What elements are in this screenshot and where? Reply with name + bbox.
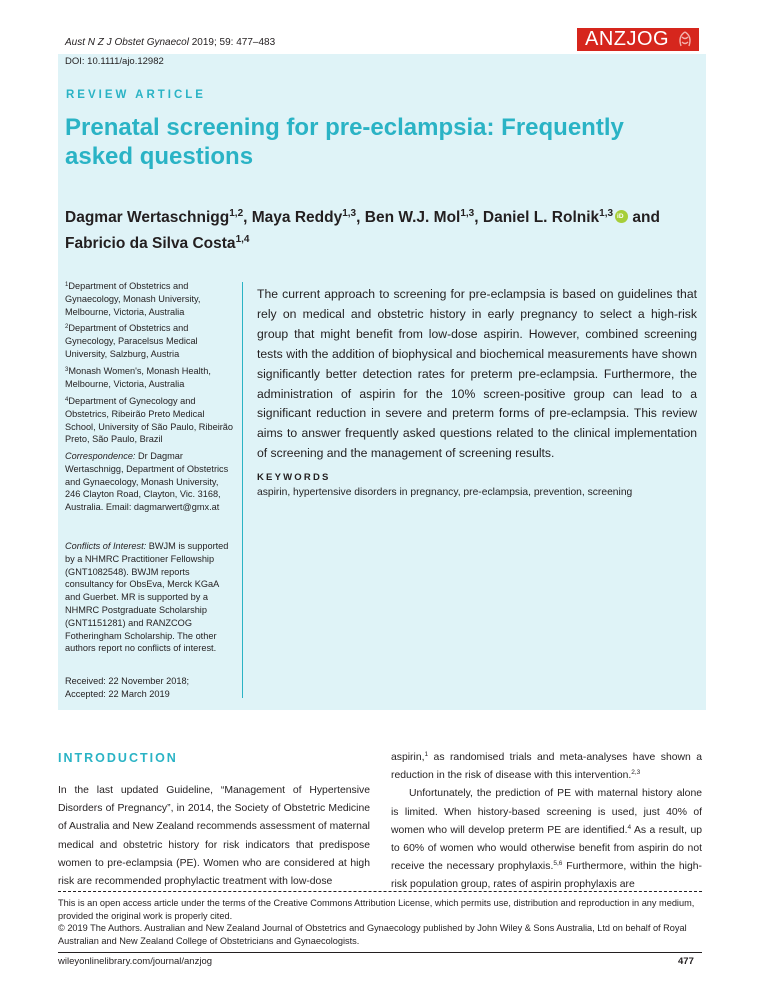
citation-link[interactable]: 5,6: [553, 860, 563, 868]
paragraph: Unfortunately, the prediction of PE with maternal history alone is limited. When history-based screening is used, just 40% of women who will develop preterm PE are identified.$^4$ As a result, up to 60% of women who would otherwise benefit from aspirin do not receive the necessary prophylaxis.$^{5,6}$ Furthermore, within the high-risk population group, rates of aspirin prophylaxis are: [391, 788, 702, 891]
body-column-1: In the last updated Guideline, “Management of Hypertensive Disorders of Pregnancy”, in 2014, the Society of Obstetric Medicine of Australia and New Zealand recommends assessment of maternal medical and obstetric history for risk indicators that predispose women to pre-eclampsia (PE). Women who are considered at high risk are recommended prophylactic treatment with low-dose: [58, 785, 370, 888]
article-type: REVIEW ARTICLE: [66, 89, 206, 101]
author-list: Dagmar Wertaschnigg$^{1,2}$, Maya Reddy$^{1,3}$, Ben W.J. Mol$^{1,3}$, Daniel L. Rolnik$^{1,3}$iD and Fabricio da Silva Costa$^{1,4}$: [65, 203, 695, 255]
affiliation: $^4$Department of Gynecology and Obstetrics, Ribeirão Preto Medical School, University of São Paulo, Ribeirão Preto, São Paulo, Brazil: [65, 396, 234, 445]
affiliation: $^2$Department of Obstetrics and Gynecology, Paracelsus Medical University, Salzburg, Austria: [65, 323, 198, 359]
anzjog-logo: [577, 28, 699, 51]
logo-emblem-icon: [675, 31, 695, 48]
correspondence: Correspondence: Dr Dagmar Wertaschnigg, Department of Obstetrics and Gynaecology, Monash University, 246 Clayton Road, Clayton, Vic. 3168, Australia. Email: dagmarwert@gmx.at: [65, 451, 229, 513]
divider: [242, 282, 243, 698]
author[interactable]: Ben W.J. Mol$^{1,3}$: [364, 208, 475, 226]
body-column-2: [391, 749, 702, 895]
doi[interactable]: DOI: 10.1111/ajo.12982: [65, 56, 164, 67]
author[interactable]: Fabricio da Silva Costa$^{1,4}$: [65, 234, 250, 252]
journal-name: Aust N Z J Obstet Gynaecol: [65, 37, 189, 48]
orcid-icon[interactable]: [615, 210, 628, 223]
divider: [58, 952, 702, 953]
paragraph: aspirin,$^1$ as randomised trials and meta-analyses have shown a reduction in the risk of disease with this intervention.$^{2,3}$: [391, 751, 702, 782]
abstract: The current approach to screening for pre-eclampsia is based on guidelines that rely on medical and obstetric history in early pregnancy to select a high-risk group that might benefit from low-dose aspirin. However, combined screening tests with the addition of biophysical and biochemical measurements have shown significantly better detection rates for preterm pre-eclampsia. Furthermore, the administration of aspirin for the 10% screen-positive group can lead to a significant reduction in severe and preterm forms of pre-eclampsia. This review aims to answer frequently asked questions related to the clinical implementation of screening and the management of screening results.: [257, 287, 697, 461]
divider: [58, 891, 702, 892]
article-title: Prenatal screening for pre-eclampsia: Frequently asked questions: [65, 114, 624, 170]
article-dates: Received: 22 November 2018; Accepted: 22 March 2019: [65, 676, 190, 699]
journal-volume: 2019; 59: 477–483: [188, 37, 276, 48]
affiliation: $^1$Department of Obstetrics and Gynaecology, Monash University, Melbourne, Victoria, Australia: [65, 281, 201, 317]
logo-text: ANZJOG: [585, 28, 670, 50]
journal-citation: [65, 37, 275, 48]
journal-url[interactable]: wileyonlinelibrary.com/journal/anzjog: [58, 956, 213, 967]
keywords: aspirin, hypertensive disorders in pregnancy, pre-eclampsia, prevention, screening: [257, 487, 633, 498]
page-number: 477: [678, 956, 694, 967]
conflicts-of-interest: Conflicts of Interest: BWJM is supported by a NHMRC Practitioner Fellowship (GNT1082548). BWJM reports consultancy for ObsEva, Merck KGaA and Guerbet. MR is supported by a NHMRC Postgraduate Scholarship (GNT1151281) and RANZCOG Fotheringham Scholarship. The other authors report no conflicts of interest.: [65, 541, 229, 654]
citation-link[interactable]: 2,3: [631, 769, 641, 777]
author[interactable]: Maya Reddy$^{1,3}$: [251, 208, 357, 226]
author[interactable]: Daniel L. Rolnik$^{1,3}$: [482, 208, 614, 226]
section-heading-introduction: INTRODUCTION: [58, 751, 178, 765]
author[interactable]: Dagmar Wertaschnigg$^{1,2}$: [65, 208, 244, 226]
citation-link[interactable]: 1: [424, 751, 429, 758]
affiliation: $^3$Monash Women's, Monash Health, Melbourne, Victoria, Australia: [65, 366, 211, 389]
citation-link[interactable]: 4: [627, 823, 632, 831]
keywords-label: KEYWORDS: [257, 472, 331, 483]
license-notice: This is an open access article under the terms of the Creative Commons Attribution License, which permits use, distribution and reproduction in any medium, provided the original work is properly cited. © 2019 The Authors. Australian and New Zealand Journal of Obstetrics and Gynaecology published by John Wiley & Sons Australia, Ltd on behalf of Royal Australian and New Zealand College of Obstetricians and Gynaecologists.: [58, 898, 695, 946]
